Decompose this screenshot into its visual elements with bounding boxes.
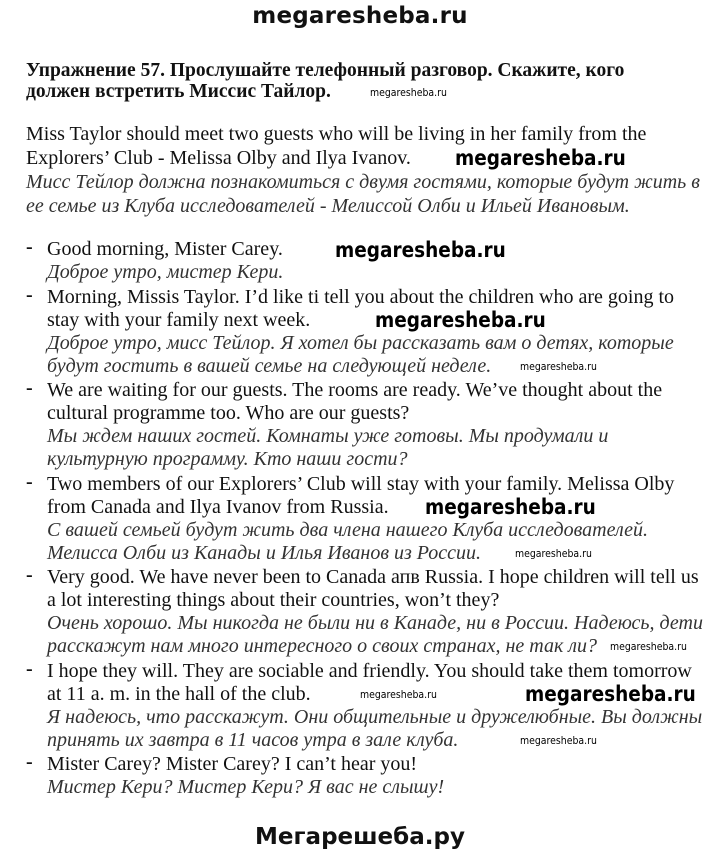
russian-translation-line: Мистер Кери? Мистер Кери? Я вас не слышу!: [47, 776, 445, 798]
english-line: I hope they will. They are sociable and friendly. You should take them tomorrow: [47, 659, 692, 682]
russian-translation-line: Доброе утро, мисс Тейлор. Я хотел бы рассказать вам о детях, которые: [47, 331, 674, 354]
watermark: megaresheba.ru: [425, 495, 596, 519]
english-line: at 11 a. m. in the hall of the club.: [47, 682, 311, 705]
watermark: megaresheba.ru: [520, 734, 597, 747]
intro-ru-line: Мисс Тейлор должна познакомиться с двумя гостями, которые будут жить в: [26, 171, 700, 193]
dialog-list: [26, 238, 716, 801]
dialog-item: [26, 470, 716, 565]
english-line: from Canada and Ilya Ivanov from Russia.: [47, 495, 389, 518]
exercise-heading: [26, 60, 706, 102]
dialog-item: [26, 283, 716, 378]
dash-bullet: -: [26, 751, 33, 773]
dash-bullet: -: [26, 657, 33, 680]
russian-translation-line: Доброе утро, мистер Кери.: [47, 261, 284, 283]
russian-translation-line: С вашей семьей будут жить два члена нашего Клуба исследователей.: [47, 518, 649, 541]
watermark: megaresheba.ru: [525, 682, 696, 706]
intro-en-line: Miss Taylor should meet two guests who will be living in her family from the: [26, 123, 647, 145]
heading-line: Упражнение 57. Прослушайте телефонный разговор. Скажите, кого: [26, 60, 625, 81]
english-line: stay with your family next week.: [47, 308, 311, 331]
english-line: Mister Carey? Mister Carey? I can’t hear you!: [47, 753, 418, 775]
watermark: megaresheba.ru: [520, 360, 597, 373]
watermark: megaresheba.ru: [370, 86, 447, 99]
russian-translation-line: расскажут нам много интересного о своих странах, не так ли?: [47, 635, 598, 657]
dialog-item: [26, 379, 716, 471]
english-line: We are waiting for our guests. The rooms are ready. We’ve thought about the: [47, 379, 663, 401]
heading-line: должен встретить Миссис Тайлор.: [26, 81, 331, 102]
intro-ru-line: ее семье из Клуба исследователей - Мелиссой Олби и Ильей Ивановым.: [26, 195, 630, 217]
russian-translation-line: культурную программу. Кто наши гости?: [47, 448, 408, 470]
english-line: Good morning, Mister Carey.: [47, 238, 283, 260]
site-header: megaresheba.ru: [252, 3, 468, 29]
english-line: cultural programme too. Who are our guests?: [47, 402, 410, 424]
english-line: Morning, Missis Taylor. I’d like ti tell you about the children who are going to: [47, 285, 675, 308]
dash-bullet: -: [26, 564, 33, 586]
site-footer: Мегарешеба.ру: [255, 824, 465, 850]
intro-en-line: Explorers’ Club - Melissa Olby and Ilya Ivanov.: [26, 147, 411, 169]
watermark: megaresheba.ru: [455, 146, 626, 170]
dialog-item: [26, 753, 716, 799]
russian-translation-line: принять их завтра в 11 часов утра в зале клуба.: [47, 728, 459, 751]
watermark: megaresheba.ru: [335, 238, 506, 262]
russian-translation-line: будут гостить в вашей семье на следующей неделе.: [47, 354, 492, 377]
russian-translation-line: Мы ждем наших гостей. Комнаты уже готовы. Мы продумали и: [47, 425, 609, 447]
english-line: Two members of our Explorers’ Club will stay with your family. Melissa Olby: [47, 472, 675, 495]
watermark: megaresheba.ru: [360, 688, 437, 701]
dash-bullet: -: [26, 470, 33, 493]
dash-bullet: -: [26, 283, 33, 306]
russian-translation-line: Очень хорошо. Мы никогда не были ни в Канаде, ни в России. Надеюсь, дети: [47, 612, 703, 634]
watermark: megaresheba.ru: [375, 308, 546, 332]
watermark: megaresheba.ru: [515, 547, 592, 560]
english-line: Very good. We have never been to Canada апв Russia. I hope children will tell us: [47, 566, 699, 588]
watermark: megaresheba.ru: [610, 640, 687, 653]
intro-paragraph: [26, 122, 716, 218]
english-line: a lot interesting things about their countries, won’t they?: [47, 589, 500, 611]
dash-bullet: -: [26, 377, 33, 399]
russian-translation-line: Мелисса Олби из Канады и Илья Иванов из России.: [47, 541, 482, 564]
dash-bullet: -: [26, 236, 33, 258]
russian-translation-line: Я надеюсь, что расскажут. Они общительные и дружелюбные. Вы должны: [47, 705, 703, 728]
